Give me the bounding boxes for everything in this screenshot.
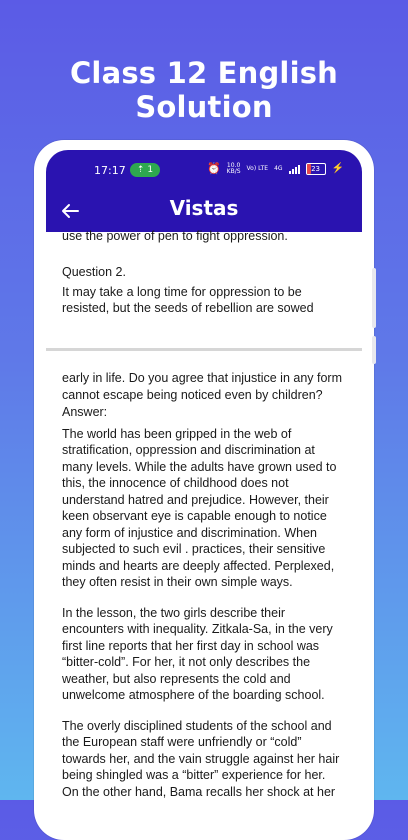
speed-unit: KB/S [226, 167, 241, 175]
promo-title: Class 12 English Solution [69, 56, 339, 124]
status-bar [46, 150, 362, 190]
page-title: Vistas [169, 196, 239, 220]
alarm-icon: ⏰ [206, 163, 221, 175]
cutoff-text-line: use the power of pen to fight oppression. [62, 229, 288, 243]
status-icons [207, 162, 344, 175]
paragraph-line: the European staff were unfriendly or “cold” [62, 735, 302, 749]
paragraph-line: unwelcome atmosphere of the boarding school. [62, 688, 325, 702]
battery-level: 23 [311, 164, 320, 173]
answer-paragraph [62, 605, 348, 704]
paragraph-line: subjected to such evil . practices, their sensitive [62, 542, 326, 556]
phone-side-button [372, 268, 376, 328]
network-speed [227, 163, 241, 175]
paragraph-line: keen observant eye is capable enough to notice [62, 509, 327, 523]
question-text-line: resisted, but the seeds of rebellion are sowed [62, 301, 314, 315]
phone-side-button [372, 336, 376, 364]
paragraph-line: In the lesson, the two girls describe their [62, 605, 286, 620]
phone-screen [46, 150, 362, 800]
paragraph-line: The overly disciplined students of the school and [62, 718, 332, 733]
app-bar [46, 150, 362, 232]
answer-label: Answer: [62, 405, 108, 419]
toolbar [46, 190, 362, 232]
paragraph-line: many levels. While the adults have grown used to [62, 459, 337, 474]
paragraph-line: being shingled was a “bitter” experience for her. [62, 768, 326, 782]
chip-label: 1 [147, 165, 154, 175]
status-time: 17:17 [94, 164, 126, 177]
paragraph-line: On the other hand, Bama recalls her shock at her [62, 784, 336, 799]
page-divider [46, 348, 362, 351]
question-text-line: cannot escape being noticed even by children? [62, 387, 323, 402]
question-text-line: early in life. Do you agree that injustice in any form [62, 371, 342, 385]
paragraph-line: stratification, oppression and discrimination at [62, 443, 315, 457]
signal-icon [289, 164, 300, 174]
paragraph-line: “bitter-cold”. For her, it not only describes the [62, 655, 311, 669]
answer-paragraph [62, 718, 348, 801]
charging-icon: ⚡ [331, 163, 344, 174]
paragraph-line: encounters with inequality. Zitkala-Sa, in the very [62, 622, 333, 636]
volte-label: Vo) LTE [246, 164, 269, 172]
page-2-content [62, 370, 348, 800]
paragraph-line: The world has been gripped in the web of [62, 426, 292, 441]
question-heading: Question 2. [62, 265, 126, 279]
paragraph-line: any form of injustice and discrimination. When [62, 525, 317, 540]
paragraph-line: weather, but also represents the cold and [62, 671, 291, 686]
question-text-line: It may take a long time for oppression to be [62, 285, 302, 299]
paragraph-line: first line reports that her first day in school was [62, 638, 320, 653]
battery-icon [306, 163, 326, 175]
network-type: 4G [274, 164, 283, 172]
hotspot-chip [130, 163, 160, 177]
chip-icon: ⇡ [136, 165, 145, 175]
paragraph-line: they often resist in their own simple ways. [62, 575, 293, 589]
answer-paragraph [62, 426, 348, 591]
paragraph-line: understand hatred and prejudice. However, their [62, 492, 329, 507]
paragraph-line: minds and hearts are deeply affected. Perplexed, [62, 558, 335, 573]
speed-value: 10.0 [226, 161, 241, 169]
paragraph-line: towards her, and the vain struggle against her hair [62, 751, 340, 766]
paragraph-line: this, the innocence of childhood does not [62, 476, 289, 490]
